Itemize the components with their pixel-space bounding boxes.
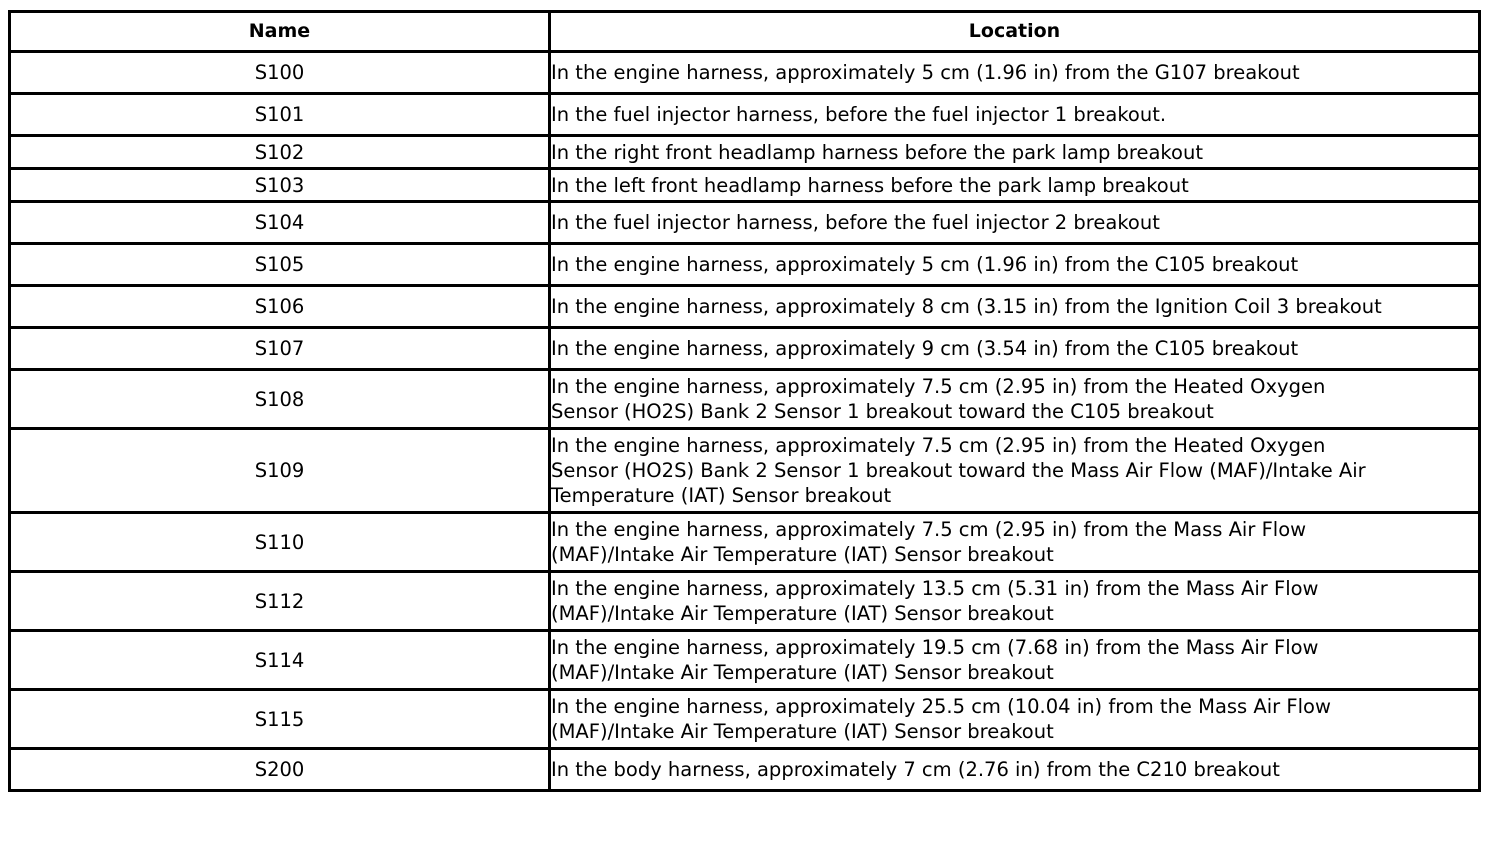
table-row bbox=[10, 169, 1480, 202]
splice-location: In the engine harness, approximately 19.5 cm (7.68 in) from the Mass Air Flow (MAF)/Intake Air Temperature (IAT) Sensor breakout bbox=[550, 631, 1480, 690]
table-row bbox=[10, 244, 1480, 286]
splice-name: S114 bbox=[10, 631, 550, 690]
splice-name: S115 bbox=[10, 690, 550, 749]
table-header-row bbox=[10, 12, 1480, 52]
splice-location: In the engine harness, approximately 7.5 cm (2.95 in) from the Heated Oxygen Sensor (HO2S) Bank 2 Sensor 1 breakout toward the C105 breakout bbox=[550, 370, 1480, 429]
splice-name: S200 bbox=[10, 749, 550, 791]
splice-name: S104 bbox=[10, 202, 550, 244]
table-row bbox=[10, 52, 1480, 94]
splice-name: S109 bbox=[10, 429, 550, 513]
table-row bbox=[10, 690, 1480, 749]
table-row bbox=[10, 749, 1480, 791]
splice-location: In the engine harness, approximately 5 cm (1.96 in) from the C105 breakout bbox=[550, 244, 1480, 286]
table-row bbox=[10, 429, 1480, 513]
table-row bbox=[10, 136, 1480, 169]
splice-location-table bbox=[8, 10, 1481, 792]
splice-name: S112 bbox=[10, 572, 550, 631]
splice-name: S101 bbox=[10, 94, 550, 136]
splice-location: In the body harness, approximately 7 cm (2.76 in) from the C210 breakout bbox=[550, 749, 1480, 791]
splice-name: S110 bbox=[10, 513, 550, 572]
table-row bbox=[10, 94, 1480, 136]
table-row bbox=[10, 328, 1480, 370]
splice-location: In the left front headlamp harness before the park lamp breakout bbox=[550, 169, 1480, 202]
splice-name: S107 bbox=[10, 328, 550, 370]
splice-location: In the engine harness, approximately 25.5 cm (10.04 in) from the Mass Air Flow (MAF)/Intake Air Temperature (IAT) Sensor breakout bbox=[550, 690, 1480, 749]
splice-location: In the engine harness, approximately 5 cm (1.96 in) from the G107 breakout bbox=[550, 52, 1480, 94]
splice-location: In the fuel injector harness, before the fuel injector 2 breakout bbox=[550, 202, 1480, 244]
table-row bbox=[10, 286, 1480, 328]
splice-location: In the right front headlamp harness before the park lamp breakout bbox=[550, 136, 1480, 169]
table-row bbox=[10, 631, 1480, 690]
splice-name: S103 bbox=[10, 169, 550, 202]
splice-name: S108 bbox=[10, 370, 550, 429]
table-row bbox=[10, 370, 1480, 429]
column-header-name: Name bbox=[10, 12, 550, 52]
splice-location: In the engine harness, approximately 7.5 cm (2.95 in) from the Heated Oxygen Sensor (HO2S) Bank 2 Sensor 1 breakout toward the Mass Air Flow (MAF)/Intake Air Temperature (IAT) Sensor breakout bbox=[550, 429, 1480, 513]
table-row bbox=[10, 513, 1480, 572]
splice-name: S105 bbox=[10, 244, 550, 286]
splice-location: In the fuel injector harness, before the fuel injector 1 breakout. bbox=[550, 94, 1480, 136]
splice-name: S106 bbox=[10, 286, 550, 328]
splice-location: In the engine harness, approximately 13.5 cm (5.31 in) from the Mass Air Flow (MAF)/Intake Air Temperature (IAT) Sensor breakout bbox=[550, 572, 1480, 631]
splice-location: In the engine harness, approximately 9 cm (3.54 in) from the C105 breakout bbox=[550, 328, 1480, 370]
splice-location: In the engine harness, approximately 8 cm (3.15 in) from the Ignition Coil 3 breakout bbox=[550, 286, 1480, 328]
table-row bbox=[10, 202, 1480, 244]
splice-name: S100 bbox=[10, 52, 550, 94]
splice-location: In the engine harness, approximately 7.5 cm (2.95 in) from the Mass Air Flow (MAF)/Intake Air Temperature (IAT) Sensor breakout bbox=[550, 513, 1480, 572]
table-row bbox=[10, 572, 1480, 631]
splice-name: S102 bbox=[10, 136, 550, 169]
column-header-location: Location bbox=[550, 12, 1480, 52]
